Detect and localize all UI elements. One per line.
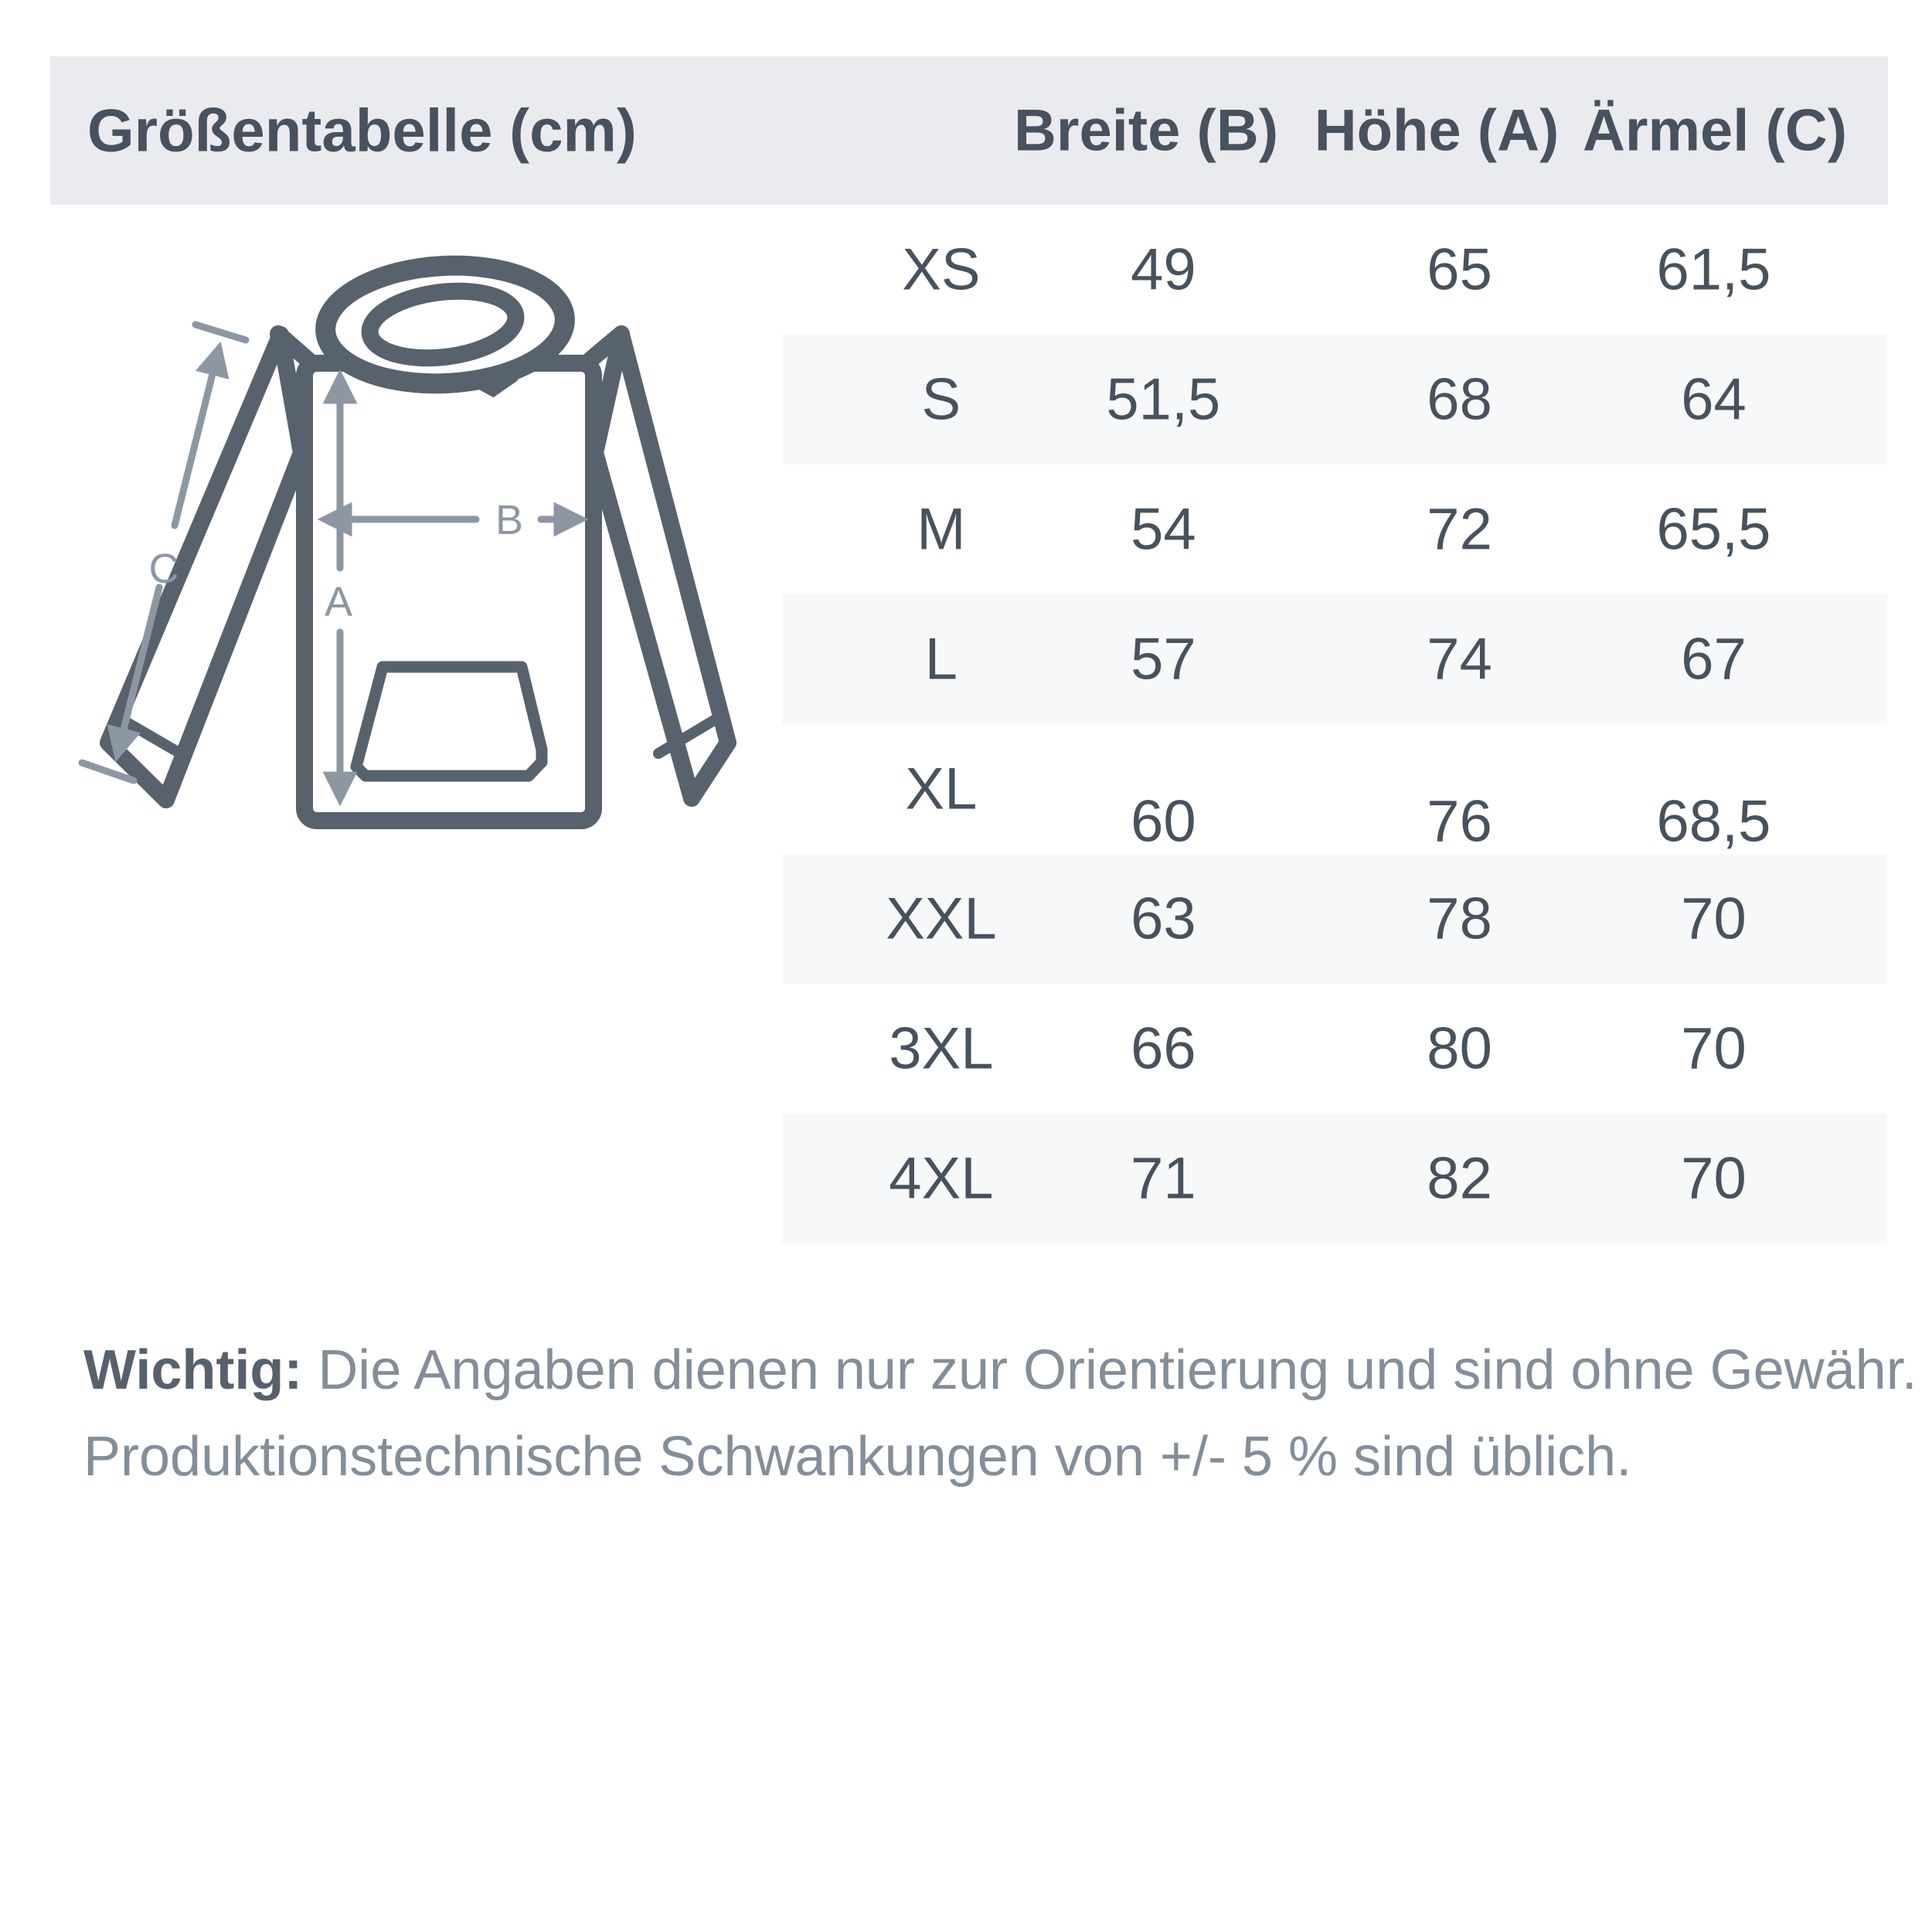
size-cell: L <box>924 626 958 692</box>
measure-label-a: A <box>324 579 353 625</box>
table-row <box>782 854 1887 984</box>
aermel-cell: 70 <box>1681 1145 1747 1212</box>
arrow-c-top-tick <box>196 325 246 340</box>
aermel-cell: 70 <box>1681 1015 1747 1082</box>
kangaroo-pocket <box>356 667 542 776</box>
column-header-breite: Breite (B) <box>1013 97 1279 164</box>
size-cell: XL <box>905 756 978 822</box>
size-cell: 4XL <box>889 1145 994 1212</box>
hoehe-cell: 74 <box>1427 626 1492 692</box>
breite-cell: 60 <box>1131 788 1196 855</box>
hoehe-cell: 82 <box>1427 1145 1492 1212</box>
disclaimer-label: Wichtig: <box>83 1339 303 1401</box>
aermel-cell: 61,5 <box>1656 236 1771 303</box>
hoehe-cell: 80 <box>1427 1015 1492 1082</box>
table-row <box>782 335 1887 464</box>
column-header-hoehe: Höhe (A) <box>1314 97 1560 164</box>
breite-cell: 66 <box>1131 1015 1196 1082</box>
breite-cell: 71 <box>1131 1145 1196 1212</box>
aermel-cell: 70 <box>1681 886 1747 952</box>
table-row <box>782 594 1887 724</box>
aermel-cell: 67 <box>1681 626 1747 692</box>
column-header-aermel: Ärmel (C) <box>1582 97 1848 164</box>
breite-cell: 57 <box>1131 626 1196 692</box>
size-table <box>782 205 1887 1243</box>
disclaimer-text <box>83 1327 1923 1500</box>
breite-cell: 51,5 <box>1106 366 1221 433</box>
hoehe-cell: 68 <box>1427 366 1492 433</box>
measure-label-c: C <box>148 546 179 592</box>
size-cell: 3XL <box>889 1015 994 1082</box>
aermel-cell: 68,5 <box>1656 788 1771 855</box>
hoehe-cell: 78 <box>1427 886 1492 952</box>
hoehe-cell: 76 <box>1427 788 1492 855</box>
hoehe-cell: 65 <box>1427 236 1492 303</box>
aermel-cell: 65,5 <box>1656 496 1771 563</box>
size-cell: XS <box>902 236 981 303</box>
breite-cell: 49 <box>1131 236 1196 303</box>
breite-cell: 54 <box>1131 496 1196 563</box>
table-header-band <box>50 56 1888 205</box>
size-cell: XXL <box>886 886 997 952</box>
hoehe-cell: 72 <box>1427 496 1492 563</box>
table-row <box>782 724 1887 854</box>
disclaimer-line1: Die Angaben dienen nur zur Orientierung und sind ohne Gewähr. <box>318 1339 1917 1401</box>
size-cell: S <box>921 366 961 433</box>
aermel-cell: 64 <box>1681 366 1747 433</box>
measure-label-b: B <box>495 497 524 543</box>
page-title: Größentabelle (cm) <box>87 96 637 165</box>
size-cell: M <box>917 496 966 563</box>
breite-cell: 63 <box>1131 886 1196 952</box>
table-row <box>782 984 1887 1114</box>
table-row <box>782 205 1887 335</box>
disclaimer-line2: Produktionstechnische Schwankungen von +/- 5 % sind üblich. <box>83 1426 1632 1488</box>
hoodie-measurement-diagram-icon <box>46 216 788 896</box>
table-row <box>782 1114 1887 1243</box>
table-row <box>782 464 1887 594</box>
